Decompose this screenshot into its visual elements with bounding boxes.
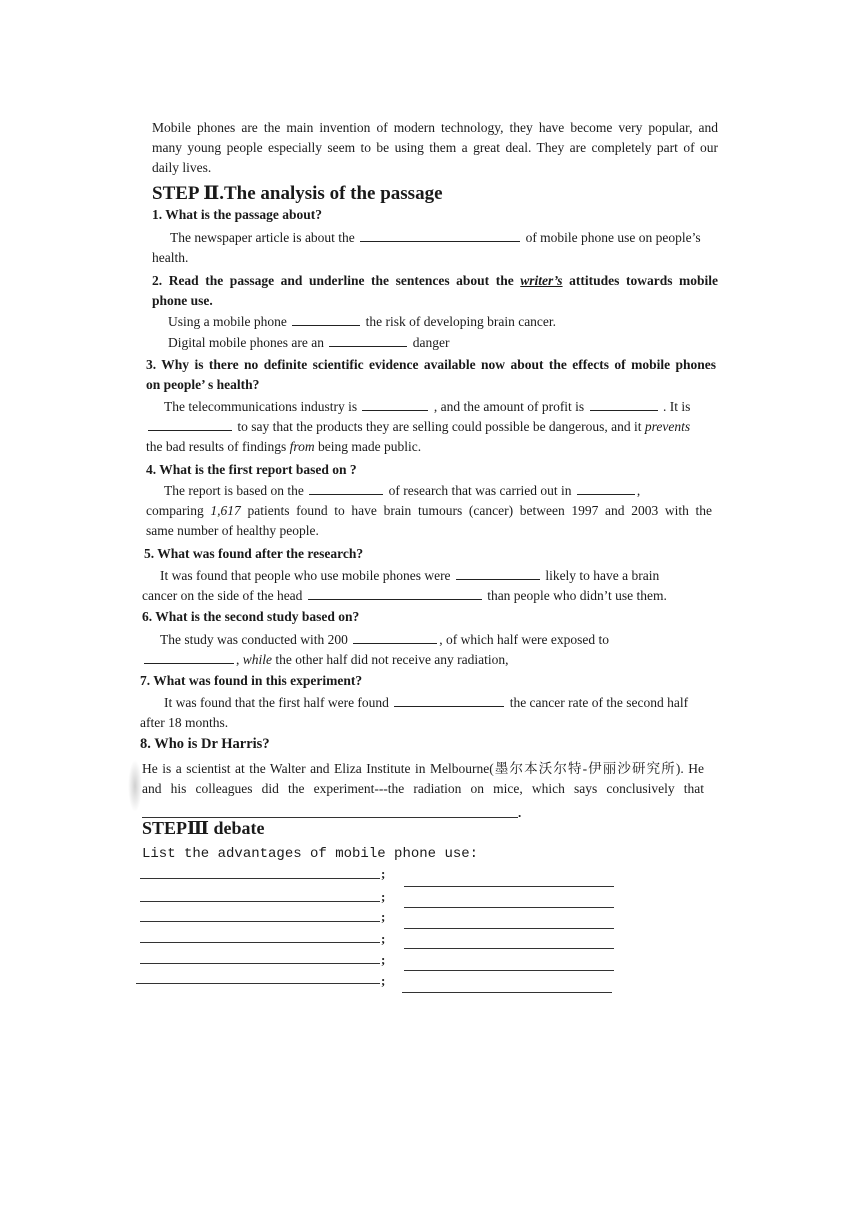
- q3-blank-3[interactable]: [148, 429, 232, 431]
- q4-a-l3: same number of healthy people.: [146, 523, 319, 538]
- q3-a-l3-post: being made public.: [318, 439, 422, 454]
- q6-a-l2-em: while: [242, 652, 272, 667]
- q2-a2-post: danger: [412, 335, 450, 350]
- q6-blank-2[interactable]: [144, 662, 234, 664]
- q3-a-l3-pre: the bad results of findings: [146, 439, 287, 454]
- step3-heading: STEPⅢ debate: [142, 818, 265, 838]
- q1-answer: [152, 228, 718, 268]
- advantage-separator-5: ;: [381, 952, 386, 967]
- q2-blank-1[interactable]: [292, 324, 360, 326]
- q4-a-l2-pre: comparing: [146, 503, 204, 518]
- q7-a-l1-pre: It was found that the first half were found: [164, 695, 389, 710]
- advantage-separator-2: ;: [381, 889, 386, 904]
- q6-blank-1[interactable]: [353, 642, 437, 644]
- q4-a-l2-post: patients found to have brain tumours (cancer) between 1997 and 2003 with the: [247, 503, 713, 518]
- step2-heading: STEP Ⅱ.The analysis of the passage: [152, 183, 443, 204]
- q8-period: .: [518, 805, 522, 820]
- q5-question: 5. What was found after the research?: [144, 546, 364, 561]
- q4-blank-2[interactable]: [577, 493, 635, 495]
- intro-paragraph: [152, 118, 718, 178]
- q6-question: 6. What is the second study based on?: [142, 609, 360, 624]
- advantage-line-left-6[interactable]: [136, 983, 380, 984]
- q5-blank-2[interactable]: [308, 598, 482, 600]
- advantage-line-left-2[interactable]: [140, 901, 380, 902]
- q6-answer: The study was conducted with 200 , of which half were exposed to , while the other half did not receive any radiation,: [142, 630, 710, 670]
- q3-a-l2-em: prevents: [644, 419, 691, 434]
- q5-a-l1-post: likely to have a brain: [545, 568, 660, 583]
- q4-a-l2-em: 1,617: [210, 503, 241, 518]
- advantage-line-left-4[interactable]: [140, 942, 380, 943]
- q2-blank-2[interactable]: [329, 345, 407, 347]
- q2-a1-post: the risk of developing brain cancer.: [365, 314, 557, 329]
- q8-answer: [142, 759, 704, 799]
- q2-question-pre: 2. Read the passage and underline the sentences about the: [152, 273, 514, 288]
- q8-a-l1: He is a scientist at the Walter and Eliza Institute in Melbourne(墨尔本沃尔特-伊丽沙研究所). He: [142, 761, 704, 776]
- q4-a-l1-post: ,: [636, 483, 641, 498]
- q2-answer-2: [168, 333, 449, 353]
- q5-a-l2-post: than people who didn’t use them.: [487, 588, 667, 603]
- advantage-line-left-3[interactable]: [140, 921, 380, 922]
- q2-answer-1: [168, 312, 556, 332]
- q2-a2-pre: Digital mobile phones are an: [168, 335, 324, 350]
- q4-answer: [146, 481, 712, 541]
- advantage-line-left-1[interactable]: [140, 878, 380, 879]
- advantage-separator-1: ;: [381, 866, 386, 881]
- q7-question: 7. What was found in this experiment?: [140, 673, 363, 688]
- intro-line-2: many young people especially seem to be using them a great deal. They are completely part of our: [152, 140, 718, 155]
- intro-line-3: daily lives.: [152, 160, 212, 175]
- q5-a-l1-pre: It was found that people who use mobile phones were: [160, 568, 451, 583]
- advantage-line-right-4[interactable]: [404, 948, 614, 949]
- advantage-line-right-1[interactable]: [404, 886, 614, 887]
- q5-answer: [142, 566, 710, 606]
- q6-a-l1-pre: The study was conducted with 200: [160, 632, 348, 647]
- q6-a-l2-post: the other half did not receive any radiation,: [275, 652, 509, 667]
- q3-blank-1[interactable]: [362, 409, 428, 411]
- q7-answer: [140, 693, 708, 733]
- q4-a-l1-mid: of research that was carried out in: [388, 483, 572, 498]
- advantage-line-left-5[interactable]: [140, 963, 380, 964]
- advantage-separator-4: ;: [381, 931, 386, 946]
- q1-question: 1. What is the passage about?: [152, 207, 323, 222]
- intro-line-1: Mobile phones are the main invention of modern technology, they have become very popular, and: [152, 120, 718, 135]
- q3-a-l3-em: from: [289, 439, 315, 454]
- advantage-separator-3: ;: [381, 909, 386, 924]
- q5-a-l2-pre: cancer on the side of the head: [142, 588, 303, 603]
- scan-smudge: [128, 760, 142, 812]
- q3-answer: [146, 397, 712, 457]
- q2-question-em: writer’s: [520, 273, 563, 288]
- q3-a-l1-pre: The telecommunications industry is: [164, 399, 358, 414]
- q7-a-l2: after 18 months.: [140, 715, 229, 730]
- q1-answer-line2: health.: [152, 250, 189, 265]
- q8-question: 8. Who is Dr Harris?: [140, 736, 270, 752]
- q7-blank-1[interactable]: [394, 705, 504, 707]
- q3-question: [146, 355, 716, 395]
- step3-prompt: List the advantages of mobile phone use:: [142, 846, 479, 862]
- q1-blank[interactable]: [360, 240, 520, 242]
- q3-a-l1-post: . It is: [662, 399, 691, 414]
- q4-blank-1[interactable]: [309, 493, 383, 495]
- q5-blank-1[interactable]: [456, 578, 540, 580]
- q2-question-post: attitudes towards mobile: [569, 273, 719, 288]
- q3-blank-2[interactable]: [590, 409, 658, 411]
- q1-answer-pre: The newspaper article is about the: [170, 230, 355, 245]
- q2-question: [152, 271, 718, 311]
- q3-a-l1-mid: , and the amount of profit is: [433, 399, 585, 414]
- q3-a-l2: to say that the products they are selling could possible be dangerous, and it: [237, 419, 642, 434]
- q2-question-line2: phone use.: [152, 293, 213, 308]
- q3-question-line2: on people’ s health?: [146, 377, 260, 392]
- q1-answer-post: of mobile phone use on people’s: [525, 230, 701, 245]
- q7-a-l1-post: the cancer rate of the second half: [509, 695, 689, 710]
- q4-a-l1-pre: The report is based on the: [164, 483, 304, 498]
- q3-question-line1: 3. Why is there no definite scientific evidence available now about the effects of mobile phones: [146, 357, 716, 372]
- q8-a-l2: and his colleagues did the experiment---the radiation on mice, which says conclusively that: [142, 781, 704, 796]
- advantage-separator-6: ;: [381, 973, 386, 988]
- advantage-line-right-2[interactable]: [404, 907, 614, 908]
- advantage-line-right-3[interactable]: [404, 928, 614, 929]
- q2-a1-pre: Using a mobile phone: [168, 314, 287, 329]
- advantage-line-right-6[interactable]: [402, 992, 612, 993]
- q4-question: 4. What is the first report based on ?: [146, 462, 357, 477]
- q6-a-l1-post: , of which half were exposed to: [439, 632, 610, 647]
- advantage-line-right-5[interactable]: [404, 970, 614, 971]
